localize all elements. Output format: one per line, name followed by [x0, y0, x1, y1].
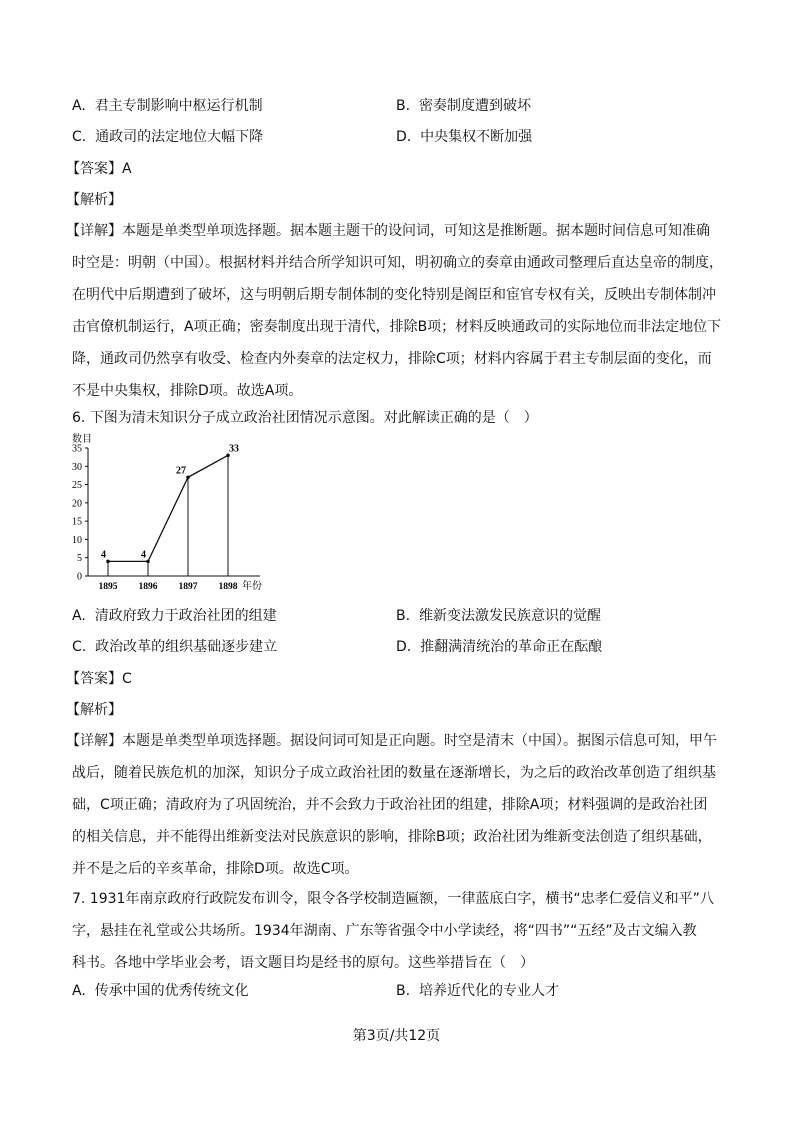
chart-x-axis-label: 年份 — [242, 581, 262, 592]
q6-detail-line: 【详解】本题是单类型单项选择题。据设问词可知是正向题。时空是清末（中国）。据图示信息可知，甲午 — [66, 733, 717, 749]
q5-detail-line: 不是中央集权，排除D项。故选A项。 — [72, 383, 303, 399]
q6-option-d: D. 推翻满清统治的革命正在酝酿 — [396, 639, 603, 655]
q7-stem-line: 科书。各地中学毕业会考，语文题目均是经书的原句。这些举措旨在（ ） — [72, 955, 534, 971]
q6-option-b: B. 维新变法激发民族意识的觉醒 — [396, 608, 601, 624]
q5-option-b: B. 密奏制度遭到破坏 — [396, 98, 531, 114]
q6-detail-line: 并不是之后的辛亥革命，排除D项。故选C项。 — [72, 861, 359, 877]
q6-line-chart — [60, 430, 290, 600]
chart-data-label: 4 — [101, 549, 106, 561]
chart-y-axis-label: 数目 — [72, 434, 92, 445]
chart-data-label: 4 — [141, 549, 146, 561]
q5-option-a: A. 君主专制影响中枢运行机制 — [72, 98, 263, 114]
q7-option-b: B. 培养近代化的专业人才 — [396, 983, 559, 999]
q5-detail-line: 时空是：明朝（中国）。根据材料并结合所学知识可知，明初确立的奏章由通政司整理后直达皇帝的制度， — [72, 255, 723, 271]
q5-option-c: C. 通政司的法定地位大幅下降 — [72, 129, 264, 145]
q6-detail — [66, 725, 716, 885]
q6-detail-line: 战后，随着民族危机的加深，知识分子成立政治社团的数量在逐渐增长，为之后的政治改革创造了组织基 — [72, 765, 716, 781]
q5-answer: 【答案】A — [66, 161, 132, 177]
q6-detail-line: 础，C项正确；清政府为了巩固统治，并不会致力于政治社团的组建，排除A项；材料强调的是政治社团 — [72, 797, 708, 813]
q7-option-a: A. 传承中国的优秀传统文化 — [72, 983, 249, 999]
q6-answer: 【答案】C — [66, 671, 132, 687]
q5-detail-line: 击官僚机制运行，A项正确；密奏制度出现于清代，排除B项；材料反映通政司的实际地位而非法定地位下 — [72, 319, 722, 335]
q5-option-d: D. 中央集权不断加强 — [396, 129, 533, 145]
chart-data-label: 33 — [229, 443, 239, 455]
q5-detail-line: 降，通政司仍然享有收受、检查内外奏章的法定权力，排除C项；材料内容属于君主专制层面的变化，而 — [72, 351, 712, 367]
q7-stem — [72, 883, 722, 979]
q7-stem-line: 7. 1931年南京政府行政院发布训令，限令各学校制造匾额，一律蓝底白字，横书“忠孝仁爱信义和平”八 — [72, 891, 714, 907]
chart-data-label: 27 — [176, 465, 186, 477]
q6-option-c: C. 政治改革的组织基础逐步建立 — [72, 639, 278, 655]
q5-analysis-label: 【解析】 — [66, 192, 122, 208]
chart-y-tick-label: 35 — [72, 443, 82, 455]
chart-x-tick-label: 1898 — [218, 582, 238, 592]
chart-x-tick-label: 1896 — [138, 582, 158, 592]
chart-y-tick-label: 0 — [77, 571, 82, 583]
page-footer: 第3页/共12页 — [352, 1028, 441, 1044]
chart-y-tick-label: 5 — [77, 553, 82, 565]
q6-analysis-label: 【解析】 — [66, 702, 122, 718]
q5-detail-line: 在明代中后期遭到了破坏，这与明朝后期专制体制的变化特别是阁臣和宦官专权有关，反映出专制体制冲 — [72, 287, 716, 303]
chart-series-line — [108, 455, 228, 561]
chart-y-tick-label: 20 — [72, 498, 82, 510]
chart-x-tick-label: 1897 — [178, 582, 198, 592]
chart-data-point — [186, 475, 190, 479]
chart-data-point — [106, 560, 110, 564]
chart-y-tick-label: 25 — [72, 480, 82, 492]
chart-data-point — [146, 560, 150, 564]
chart-x-tick-label: 1895 — [98, 582, 118, 592]
q5-detail — [66, 215, 723, 407]
chart-y-tick-label: 15 — [72, 516, 82, 528]
chart-y-tick-label: 10 — [72, 534, 82, 546]
q7-stem-line: 字，悬挂在礼堂或公共场所。1934年湖南、广东等省强令中小学读经，将“四书”“五经”及古文编入教 — [72, 923, 697, 939]
q5-detail-line: 【详解】本题是单类型单项选择题。据本题主题干的设问词，可知这是推断题。据本题时间信息可知准确 — [66, 223, 710, 239]
q6-option-a: A. 清政府致力于政治社团的组建 — [72, 608, 277, 624]
q6-detail-line: 的相关信息，并不能得出维新变法对民族意识的影响，排除B项；政治社团为维新变法创造了组织基础， — [72, 829, 712, 845]
chart-y-tick-label: 30 — [72, 461, 82, 473]
q6-stem: 6. 下图为清末知识分子成立政治社团情况示意图。对此解读正确的是（ ） — [72, 410, 538, 426]
